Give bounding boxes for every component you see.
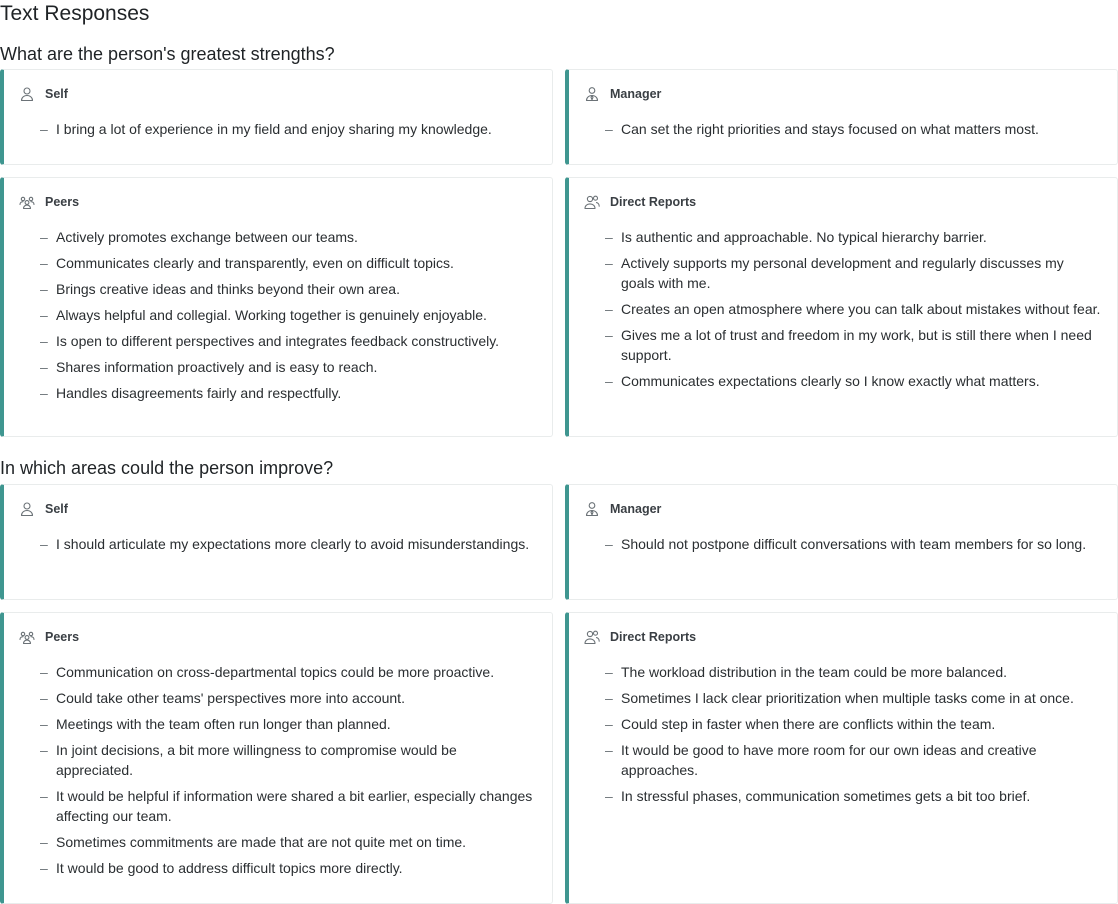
direct-reports-icon [584, 629, 605, 645]
dash-bullet: – [40, 229, 48, 245]
list-item [605, 662, 1101, 682]
response-list [605, 662, 1101, 812]
manager-icon [584, 501, 605, 517]
card-label: Direct Reports [610, 195, 697, 209]
list-item [40, 534, 536, 554]
dash-bullet: – [40, 121, 48, 137]
dash-bullet: – [605, 373, 613, 389]
response-text: Could take other teams' perspectives more into account. [56, 690, 405, 706]
peers-icon [19, 194, 40, 210]
list-item [40, 305, 536, 325]
response-text: It would be good to have more room for our own ideas and creative approaches. [621, 742, 1037, 778]
list-item [40, 832, 536, 852]
dash-bullet: – [40, 385, 48, 401]
direct-reports-icon [584, 194, 605, 210]
dash-bullet: – [605, 716, 613, 732]
response-list [40, 119, 536, 145]
response-text: Can set the right priorities and stays focused on what matters most. [621, 121, 1039, 137]
manager-icon [584, 86, 605, 102]
dash-bullet: – [40, 333, 48, 349]
response-text: It would be good to address difficult topics more directly. [56, 860, 403, 876]
response-text: I bring a lot of experience in my field and enjoy sharing my knowledge. [56, 121, 492, 137]
person-icon [19, 501, 40, 517]
card-label: Manager [610, 502, 662, 516]
list-item [40, 279, 536, 299]
response-text: Creates an open atmosphere where you can talk about mistakes without fear. [621, 301, 1101, 317]
dash-bullet: – [605, 229, 613, 245]
response-text: Could step in faster when there are conflicts within the team. [621, 716, 996, 732]
page-title: Text Responses [0, 2, 150, 25]
response-text: In stressful phases, communication sometimes gets a bit too brief. [621, 788, 1031, 804]
response-text: Shares information proactively and is easy to reach. [56, 359, 378, 375]
list-item [605, 227, 1101, 247]
dash-bullet: – [40, 834, 48, 850]
peers-icon [19, 629, 40, 645]
response-list [40, 227, 536, 409]
card-strengths-self [0, 69, 553, 165]
card-label: Self [45, 502, 68, 516]
response-text: Meetings with the team often run longer than planned. [56, 716, 391, 732]
list-item [40, 740, 536, 780]
card-label: Peers [45, 630, 80, 644]
section-title-strengths: What are the person's greatest strengths? [0, 44, 335, 64]
response-list [40, 662, 536, 884]
card-strengths-direct-reports [565, 177, 1118, 437]
dash-bullet: – [40, 788, 48, 804]
response-list [605, 119, 1101, 145]
dash-bullet: – [605, 255, 613, 271]
list-item [40, 253, 536, 273]
list-item [40, 714, 536, 734]
response-list [605, 534, 1101, 560]
response-text: Gives me a lot of trust and freedom in my work, but is still there when I need support. [621, 327, 1092, 363]
dash-bullet: – [40, 664, 48, 680]
response-text: I should articulate my expectations more clearly to avoid misunderstandings. [56, 536, 530, 552]
dash-bullet: – [605, 536, 613, 552]
response-text: Actively promotes exchange between our teams. [56, 229, 358, 245]
card-label: Manager [610, 87, 662, 101]
response-text: Handles disagreements fairly and respectfully. [56, 385, 342, 401]
list-item [605, 253, 1101, 293]
card-improve-peers [0, 612, 553, 904]
section-title-improvements: In which areas could the person improve? [0, 458, 334, 478]
response-text: Communicates expectations clearly so I know exactly what matters. [621, 373, 1040, 389]
response-text: Always helpful and collegial. Working together is genuinely enjoyable. [56, 307, 487, 323]
dash-bullet: – [605, 301, 613, 317]
dash-bullet: – [40, 742, 48, 758]
dash-bullet: – [40, 307, 48, 323]
list-item [605, 740, 1101, 780]
list-item [605, 688, 1101, 708]
list-item [40, 331, 536, 351]
dash-bullet: – [605, 121, 613, 137]
response-text: Brings creative ideas and thinks beyond their own area. [56, 281, 400, 297]
list-item [40, 786, 536, 826]
list-item [40, 858, 536, 878]
list-item [605, 786, 1101, 806]
response-text: In joint decisions, a bit more willingness to compromise would be appreciated. [56, 742, 457, 778]
response-list [605, 227, 1101, 397]
dash-bullet: – [605, 327, 613, 343]
response-text: Sometimes I lack clear prioritization when multiple tasks come in at once. [621, 690, 1074, 706]
card-improve-manager [565, 484, 1118, 600]
card-improve-direct-reports [565, 612, 1118, 904]
dash-bullet: – [40, 359, 48, 375]
card-strengths-peers [0, 177, 553, 437]
response-text: Is authentic and approachable. No typical hierarchy barrier. [621, 229, 987, 245]
list-item [40, 227, 536, 247]
dash-bullet: – [40, 860, 48, 876]
response-text: The workload distribution in the team could be more balanced. [621, 664, 1007, 680]
list-item [40, 662, 536, 682]
dash-bullet: – [605, 788, 613, 804]
card-label: Peers [45, 195, 80, 209]
dash-bullet: – [40, 281, 48, 297]
person-icon [19, 86, 40, 102]
card-strengths-manager [565, 69, 1118, 165]
response-text: Communication on cross-departmental topics could be more proactive. [56, 664, 495, 680]
list-item [40, 357, 536, 377]
list-item [40, 119, 536, 139]
card-label: Direct Reports [610, 630, 697, 644]
list-item [605, 534, 1101, 554]
dash-bullet: – [605, 664, 613, 680]
list-item [605, 714, 1101, 734]
response-text: Should not postpone difficult conversations with team members for so long. [621, 536, 1087, 552]
dash-bullet: – [40, 536, 48, 552]
dash-bullet: – [40, 716, 48, 732]
response-text: It would be helpful if information were shared a bit earlier, especially changes affecting our team. [56, 788, 533, 824]
response-text: Is open to different perspectives and integrates feedback constructively. [56, 333, 500, 349]
list-item [605, 299, 1101, 319]
card-improve-self [0, 484, 553, 600]
response-text: Communicates clearly and transparently, even on difficult topics. [56, 255, 454, 271]
response-text: Sometimes commitments are made that are not quite met on time. [56, 834, 467, 850]
dash-bullet: – [40, 690, 48, 706]
list-item [605, 119, 1101, 139]
dash-bullet: – [605, 742, 613, 758]
dash-bullet: – [40, 255, 48, 271]
dash-bullet: – [605, 690, 613, 706]
list-item [40, 383, 536, 403]
card-label: Self [45, 87, 68, 101]
list-item [605, 325, 1101, 365]
response-text: Actively supports my personal development and regularly discusses my goals with me. [621, 255, 1064, 291]
response-list [40, 534, 536, 560]
list-item [40, 688, 536, 708]
list-item [605, 371, 1101, 391]
